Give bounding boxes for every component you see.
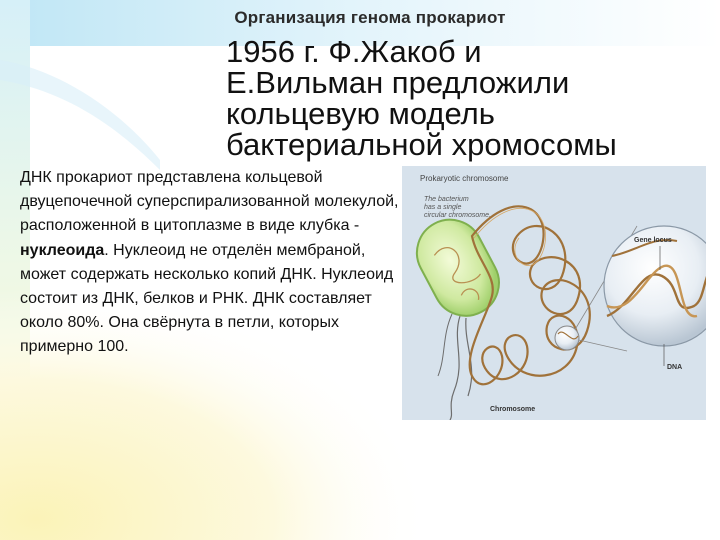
gene-locus-label: Gene locus bbox=[634, 237, 672, 244]
figure-title: Prokaryotic chromosome bbox=[420, 174, 509, 183]
slide-title: Организация генома прокариот bbox=[234, 8, 506, 27]
flagellum bbox=[438, 314, 452, 376]
body-text-part1: ДНК прокариот представлена кольцевой двуцепочечной суперспирализованной молекулой, расположенной в цитоплазме в виде клубка - bbox=[20, 169, 399, 235]
prokaryotic-chromosome-figure bbox=[402, 166, 706, 420]
body-text-part2: . Нуклеоид не отделён мембраной, может содержать несколько копий ДНК. Нуклеоид состоит из ДНК, белков и РНК. ДНК составляет около 80%. Она свёрнута в петли, которых примерно 100. bbox=[20, 241, 394, 356]
dna-label: DNA bbox=[667, 364, 683, 371]
body-paragraph bbox=[20, 166, 405, 360]
zoom-sphere-large bbox=[604, 226, 706, 346]
chromosome-label: Chromosome bbox=[490, 406, 536, 413]
nucleoid-term: нуклеоида bbox=[20, 241, 105, 259]
main-heading: 1956 г. Ф.Жакоб и Е.Вильман предложили кольцевую модель бактериальной хромосомы bbox=[226, 34, 617, 162]
flagellum bbox=[450, 316, 460, 420]
figure-caption: The bacterium has a single circular chromosome. bbox=[424, 196, 491, 219]
